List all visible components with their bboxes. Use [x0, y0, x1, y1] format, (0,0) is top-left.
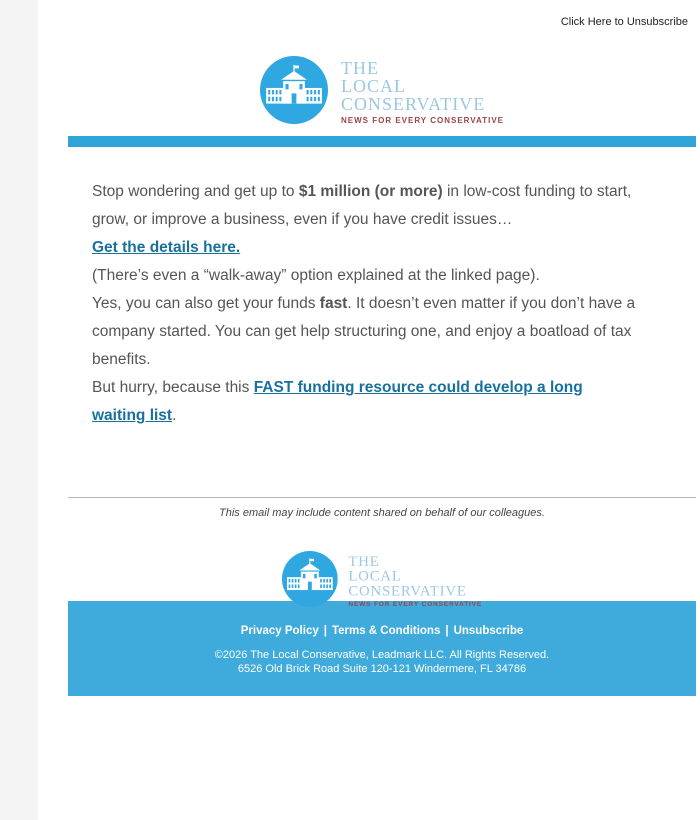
- privacy-policy-link[interactable]: Privacy Policy: [240, 625, 319, 637]
- body-paragraph-5: [92, 374, 671, 430]
- brand-tagline: NEWS FOR EVERY CONSERVATIVE: [348, 600, 483, 608]
- email-body: [68, 147, 696, 430]
- header-unsubscribe-link[interactable]: Click Here to Unsubscribe: [560, 16, 688, 28]
- link-text-line-2: waiting list: [92, 407, 173, 424]
- footer-copyright: [68, 648, 696, 676]
- copyright-line-2: 6526 Old Brick Road Suite 120-121 Windermere, FL 34786: [237, 663, 527, 675]
- unsubscribe-link[interactable]: Unsubscribe: [453, 625, 524, 637]
- terms-conditions-link[interactable]: Terms & Conditions: [331, 625, 441, 637]
- footer-brand-logo: [68, 525, 696, 608]
- white-house-icon: [282, 551, 338, 607]
- footer-links-row: [68, 625, 696, 637]
- header-unsubscribe-row: [68, 0, 696, 30]
- paragraph-text: Stop wondering and get up to: [92, 183, 299, 200]
- brand-wordmark: [341, 56, 504, 125]
- paragraph-text: . It doesn’t even matter if you don’t have a company started. You can get help structuring one, and enjoy a boatload of tax benefits.: [92, 295, 636, 368]
- paragraph-text: in low-cost funding to start, grow, or improve a business, even if you have credit issues…: [92, 183, 632, 228]
- footer-separator: |: [323, 625, 327, 637]
- body-paragraph-2: [92, 234, 671, 262]
- brand-name-line-2: LOCAL: [340, 76, 406, 96]
- content-divider: [68, 497, 696, 498]
- bold-amount-text: $1 million (or more): [298, 183, 443, 200]
- paragraph-text: But hurry, because this: [92, 379, 254, 396]
- email-footer: [68, 601, 696, 696]
- email-content: [68, 0, 696, 696]
- brand-name-line-3: CONSERVATIVE: [348, 582, 467, 599]
- bold-fast-text: fast: [319, 295, 348, 312]
- brand-logo: [68, 56, 696, 125]
- body-paragraph-1: [92, 178, 671, 234]
- footer-separator: |: [445, 625, 449, 637]
- paragraph-text: Yes, you can also get your funds: [92, 295, 320, 312]
- footer-brand-wordmark: [348, 551, 482, 608]
- brand-name-line-1: THE: [340, 58, 379, 78]
- body-paragraph-3: (There’s even a “walk-away” option explained at the linked page).: [92, 267, 540, 284]
- copyright-line-1: ©2026 The Local Conservative, Leadmark LLC. All Rights Reserved.: [214, 649, 550, 661]
- link-text-line-1: FAST funding resource could develop a long: [253, 379, 583, 396]
- footer-logo-inner: [282, 551, 483, 608]
- header-divider-bar: [68, 136, 696, 147]
- brand-tagline: NEWS FOR EVERY CONSERVATIVE: [340, 116, 505, 125]
- brand-name-line-2: LOCAL: [348, 567, 402, 584]
- white-house-icon: [260, 56, 328, 124]
- body-paragraph-4: [92, 290, 671, 374]
- get-details-link[interactable]: Get the details here.: [92, 239, 241, 256]
- email-page: [38, 0, 700, 820]
- paragraph-text: .: [172, 407, 177, 424]
- disclaimer-text: This email may include content shared on behalf of our colleagues.: [219, 507, 545, 519]
- brand-name-line-1: THE: [348, 552, 380, 570]
- brand-name-line-3: CONSERVATIVE: [340, 94, 486, 114]
